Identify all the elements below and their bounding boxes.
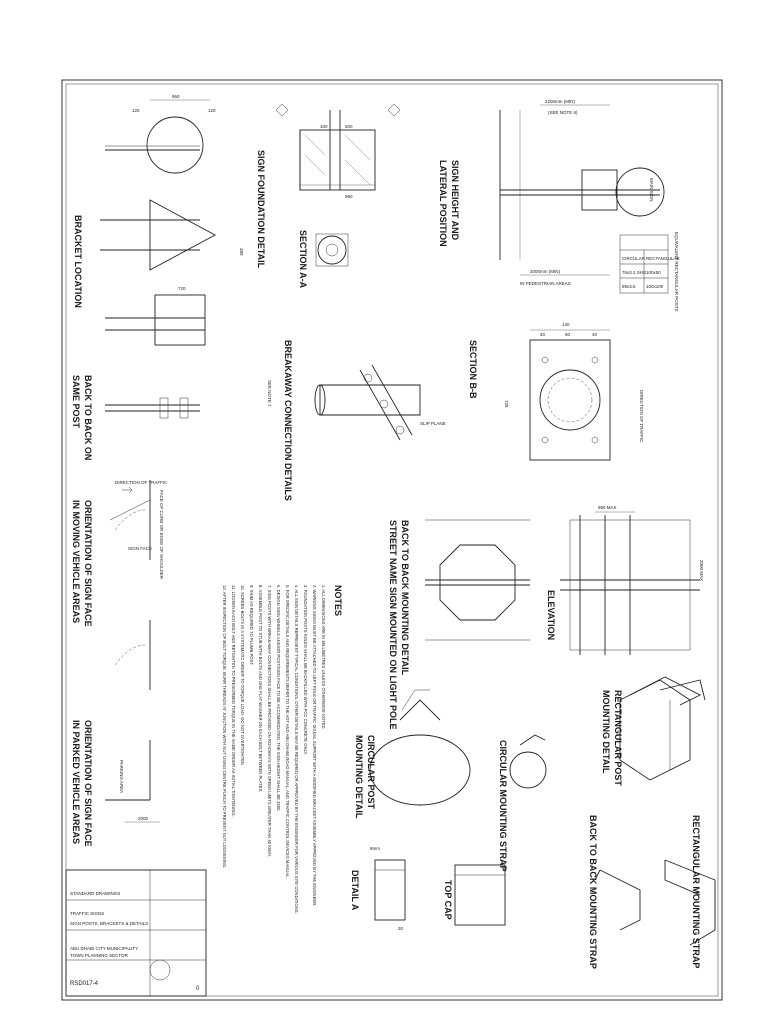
note-6: 6. DESIGN SIGN WHEELS AND/OR POST/SIGN FACE TO BE ACCOMMODATED. THE SIGN HEIGHT SHALL BE 2200. [276,585,281,812]
note-5: 5. FOR SPECIFIC DETAILS AND REQUIREMENTS REFER TO THE ADT AND ABU DHABI ROAD MANUAL, AND TRAFFIC CONTROL DEVICES MANUAL. [285,585,290,879]
label-standard: STANDARD DRAWINGS [70,891,121,896]
title-block [66,870,206,996]
sign-height-title: SIGN HEIGHT AND [450,160,460,241]
rectangle-sign-face [155,295,205,345]
orientation-parked-vehicle [71,620,160,847]
dim-720: 720 [178,286,186,291]
drawing-title-2: SIGN POSTS, BRACKETS & DETAILS [70,921,149,926]
sign-foundation-detail [256,104,400,289]
strap-details [588,815,715,969]
sign-foundation-title: SIGN FOUNDATION DETAIL [256,150,266,269]
note-10: 10. SCREEN BOLTS IN A SYSTEMATIC ORDER TO TORQUE LOAD. DO NOT OVERTIGHTEN. [240,585,245,767]
dim-2000-parked: 2000 [138,816,149,821]
municipality-emblem-icon [150,960,170,980]
dim-950-max: 950 MAX [598,505,617,510]
rect-post-title-2: MOUNTING DETAIL [601,690,611,774]
bracket-location-detail [73,94,244,345]
top-cap-body [455,865,505,925]
dim-40-b: 40 [592,332,598,337]
note-7: 7. SIGN POSTS WITH BREAKAWAY CONNECTIONS SHALL BE PROVIDED ON ROADWAYS WITH SPEED LIMITS GREATER THAN 60 KM/H. [267,585,272,857]
dim-foundation-500: 500 [345,124,353,129]
elevation-detail [546,505,704,655]
authority-name: ABU DHABI CITY MUNICIPALITY [70,946,139,951]
rect-strap-title: RECTANGULAR MOUNTING STRAP [691,815,701,969]
section-aa-circle [318,236,346,264]
top-cap-and-detail-a [350,846,505,931]
see-note-7: SEE NOTE 7 [267,380,272,407]
face-of-curb-label: FACE OF CURB OR EDGE OF SHOULDER [159,490,164,580]
back-to-back-title-2: SAME POST [71,375,81,429]
dim-120-a: 120 [132,108,140,113]
rect-post-title-1: RECTANGULAR POST [613,690,623,786]
dim-2000-max: 2000 MAX [699,560,704,582]
table-cell: 100x50 [646,270,661,275]
sign-face-label: SIGN FACE [128,546,153,551]
lateral-position-title: LATERAL POSITION [438,160,448,247]
dim-foundation-100: 100 [320,124,328,129]
foundation-block [300,130,375,190]
dim-140: 140 [562,322,570,327]
section-bb-detail [468,322,644,460]
authority-sub: TOWN PLANNING SECTOR [70,953,128,958]
dim-120-b: 120 [208,108,216,113]
main-sign-label: MAIN SIGN [649,178,654,202]
top-cap-title: TOP CAP [443,880,453,920]
triangle-sign-face [150,200,215,270]
sheet-number: 0 [196,986,200,992]
dim-60: 60 [565,332,571,337]
dim-8mm: 8mm [370,846,380,851]
drawing-number: RSD017-4 [70,981,99,987]
back-to-back-same-post [71,375,200,460]
dim-40-a: 40 [540,332,546,337]
section-aa-title: SECTION A-A [298,230,308,289]
table-heading: EQUIVALENT RECTANGULAR POSTS [674,232,679,312]
section-bb-title: SECTION B-B [468,340,478,399]
notes-block [222,585,343,914]
dim-2000-label: 2000mm (MIN) [530,269,561,274]
rectangular-post-mounting-detail [601,677,705,786]
note-12: 12. AFTER INSPECTION OF BOLT TORQUE, BURR THREADS AT JUNCTION WITH NUT USING CENTRE PUNCH TO PREVENT NUT LOOSENING. [222,585,227,869]
street-name-title-1: BACK TO BACK MOUNTING DETAIL [400,520,410,676]
arrow-icon [122,487,132,493]
breakaway-title: BREAKAWAY CONNECTION DETAILS [283,340,293,501]
drawing-title-1: TRAFFIC SIGNS [70,911,105,916]
notes-title: NOTES [333,585,343,617]
slip-plates [360,365,412,440]
direction-traffic-label: DIRECTION OF TRAFFIC [115,480,168,485]
breakaway-post-lower [320,385,420,415]
note-1: 1. ALL DIMENSIONS ARE IN MILLIMETRES UNLESS OTHERWISE NOTED. [321,585,326,730]
note-3: 3. FOUNDATION POSTS HOLES SHALL BE BACKFILLED WITH PCC CONCRETE ONLY. [303,585,308,755]
equivalent-posts-table [620,232,680,312]
note-9: 9. SHIM AS REQUIRED TO PLUMB POST. [249,585,254,666]
orientation-moving-title-2: IN MOVING VEHICLE AREAS [71,500,81,624]
back-to-back-title-1: BACK TO BACK ON [83,375,93,461]
pedestrian-areas-label: IN PEDESTRIAN AREAS [520,281,571,286]
post-section-circle [540,370,600,430]
elevation-title: ELEVATION [546,590,556,641]
btb-strap-title: BACK TO BACK MOUNTING STRAP [588,815,598,969]
note-2: 2. WARNING SIGNS MUST BE ATTACHED TO LEFT POLE OR TRAFFIC SIGNAL SUPPORT WITH A MODIFIED BRACKET ASSEMBLY APPROVED BY THE ENGINEER. [312,585,317,907]
street-name-title-2: STREET NAME SIGN MOUNTED ON LIGHT POLE [388,520,398,730]
dim-380: 380 [239,248,244,256]
circular-strap-title: CIRCULAR MOUNTING STRAP [498,740,508,872]
bracket-location-title: BRACKET LOCATION [73,215,83,308]
orientation-parked-title-2: IN PARKED VEHICLE AREAS [71,720,81,845]
octagonal-pole-section [440,545,515,620]
orientation-parked-title-1: ORIENTATION OF SIGN FACE [83,720,93,847]
sign-height-lateral-position-detail [438,99,680,312]
note-11: 11. LOOSEN EACH BOLT AND RETIGHTEN TO PRESCRIBED TORQUE IN THE SAME ORDER AS INITIAL TIGHTENING. [231,585,236,817]
parking-area-label: PARKING AREA [119,760,124,794]
table-cell: 89x3.5 [622,284,636,289]
circular-post-3d [370,735,470,805]
table-cell: 100x100 [646,284,664,289]
note-8: 8. ASSEMBLE POST TO STUB WITH BOLTS AND ONE FLAT WASHER ON EACH BOLT BETWEEN PLATES. [258,585,263,793]
main-sign-circle [616,168,664,216]
dim-960: 960 [172,94,180,99]
see-note-6: (SEE NOTE 6) [548,110,578,115]
base-plate [530,340,610,460]
detail-a-title: DETAIL A [350,870,360,911]
dim-2200-label: 2200mm (MIN) [545,99,576,104]
table-cell: CIRCULAR [622,256,646,261]
circular-post-mounting-detail [354,690,470,819]
round-sign-face [147,117,203,173]
slip-plane-label: SLIP PLANE [420,421,446,426]
table-cell: RECTANGULAR [646,256,680,261]
orientation-moving-vehicle [71,480,168,627]
breakaway-connection-detail [267,340,446,501]
circular-post-title-2: MOUNTING DETAIL [354,735,364,819]
direction-traffic-bb: DIRECTION OF TRAFFIC [639,390,644,443]
callout-diamond [276,104,288,116]
note-4: 4. ALL SIGN DETAILS REPRESENT TYPICAL CONDITIONS. OTHER DETAILS MAY BE REQUIRED OR APPROVED BY THE ENGINEER FOR VARIOUS SITE CONDITIONS. [294,585,299,914]
detail-a-section [375,860,405,920]
circular-post-title-1: CIRCULAR POST [366,735,376,809]
dim-foundation-960: 960 [345,194,353,199]
circular-mounting-strap [498,735,546,872]
dim-725: 725 [504,400,509,408]
street-name-sign-detail [388,520,530,730]
dim-30: 30 [398,926,404,931]
table-cell: 76x3.2 SHS [622,270,647,275]
orientation-moving-title-1: ORIENTATION OF SIGN FACE [83,500,93,627]
